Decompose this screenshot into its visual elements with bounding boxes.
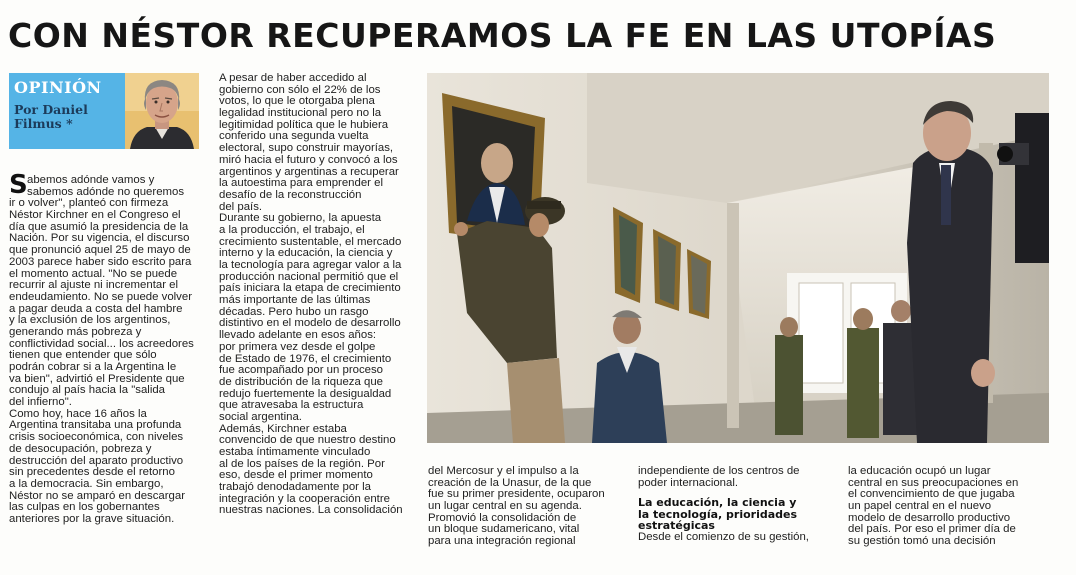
text-line: gobierno con sólo el 22% de los bbox=[219, 83, 381, 96]
author-portrait-icon bbox=[125, 73, 199, 149]
text-line: conflictividad social... los acreedores bbox=[9, 337, 194, 350]
text-line: votos, lo que le otorgaba plena bbox=[219, 95, 375, 108]
text-line: que pronunció aquel 25 de mayo de bbox=[9, 244, 191, 257]
text-line: la autoestima para emprender el bbox=[219, 177, 383, 190]
subhead-line: La educación, la ciencia y bbox=[638, 496, 797, 510]
text-line: Nación. Por su vigencia, el discurso bbox=[9, 232, 190, 245]
text-line: Néstor Kirchner en el Congreso el bbox=[9, 209, 181, 222]
text-line: más importante de las últimas bbox=[219, 294, 371, 307]
text-line: la educación ocupó un lugar bbox=[848, 465, 991, 477]
text-line: las culpas en los gobernantes bbox=[9, 501, 160, 514]
text-line: de Estado de 1976, el crecimiento bbox=[219, 352, 392, 365]
text-line: tienen que entender que sólo bbox=[9, 349, 157, 362]
text-line: la tecnología para agregar valor a la bbox=[219, 259, 402, 271]
text-line: destrucción del aparato productivo bbox=[9, 454, 184, 467]
text-line: distintivo en el modelo de desarrollo bbox=[219, 317, 401, 330]
text-line: 2003 parece haber sido escrito para bbox=[9, 255, 192, 268]
text-line: de desocupación, pobreza y bbox=[9, 442, 152, 455]
text-line: un bloque sudamericano, vital bbox=[428, 523, 580, 536]
text-line: Promovió la consolidación de bbox=[428, 511, 577, 524]
column-2 bbox=[219, 73, 403, 517]
text-line: central en sus preocupaciones en bbox=[848, 476, 1019, 489]
opinion-box bbox=[9, 73, 199, 149]
portrait-hanging-photo-icon bbox=[427, 73, 1049, 443]
text-line: Como hoy, hace 16 años la bbox=[9, 407, 147, 420]
text-line: producción nacional permitió que el bbox=[219, 270, 399, 283]
text-line: décadas. Pero hubo un rasgo bbox=[219, 305, 369, 318]
text-line: un lugar central en su agenda. bbox=[428, 500, 582, 513]
text-line: podrán cobrar si a la Argentina le bbox=[9, 361, 177, 373]
text-line: Argentina transitaba una profunda bbox=[9, 419, 182, 432]
text-line: fue acompañado por un proceso bbox=[219, 364, 384, 377]
text-line: modelo de desarrollo productivo bbox=[848, 511, 1011, 524]
text-line: fue su primer presidente, ocuparon bbox=[428, 488, 605, 501]
text-line: llevado adelante en esos años: bbox=[219, 329, 377, 342]
text-line: va bien", advirtió el Presidente que bbox=[9, 372, 185, 385]
text-line: A pesar de haber accedido al bbox=[219, 72, 367, 84]
text-line: legalidad institucional pero no la bbox=[219, 107, 382, 120]
text-line: del país. Por eso el primer día de bbox=[848, 523, 1016, 536]
text-line: un papel central en el nuevo bbox=[848, 500, 992, 513]
subhead-line: la tecnología, prioridades bbox=[638, 507, 798, 521]
text-line: independiente de los centros de bbox=[638, 465, 800, 477]
text-line: país iniciara la etapa de crecimiento bbox=[219, 282, 401, 295]
text-line: a pagar deuda a costa del hambre bbox=[9, 302, 183, 315]
text-line: nuestras naciones. La consolidación bbox=[219, 504, 403, 517]
text-line: al de los países de la región. Por bbox=[219, 457, 385, 470]
text-line: a la democracia. Sin embargo, bbox=[9, 477, 164, 490]
text-line: día que asumió la presidencia de la bbox=[9, 220, 189, 233]
text-line: del Mercosur y el impulso a la bbox=[428, 465, 579, 477]
text-line: conferido una segunda vuelta bbox=[219, 130, 369, 143]
text-line: anteriores por la grave situación. bbox=[9, 512, 175, 525]
text-line: legitimidad política que le hubiera bbox=[219, 118, 389, 131]
text-line: Néstor no se amparó en descargar bbox=[9, 489, 186, 502]
text-line: recurrir al ajuste ni incrementar el bbox=[9, 279, 179, 292]
text-line: convencido de que nuestro destino bbox=[219, 434, 396, 447]
byline: Por Daniel Filmus * bbox=[14, 102, 88, 131]
text-line: su gestión tomó una decisión bbox=[848, 535, 996, 548]
text-line: endeudamiento. No se puede volver bbox=[9, 290, 193, 303]
text-line: interno y la educación, la ciencia y bbox=[219, 247, 393, 260]
text-line: integración y la cooperación entre bbox=[219, 492, 390, 505]
text-line: sabemos adónde no queremos bbox=[27, 185, 185, 198]
text-line: sin precedentes desde el retorno bbox=[9, 466, 175, 479]
text-line: argentinos y argentinas a recuperar bbox=[219, 165, 399, 178]
text-line: para una integración regional bbox=[428, 535, 576, 548]
column-1 bbox=[9, 170, 194, 526]
text-line: trabajó denodadamente por la bbox=[219, 481, 371, 494]
column-3 bbox=[428, 466, 605, 548]
text-line: por primera vez desde el golpe bbox=[219, 340, 376, 353]
text-line: a la producción, el trabajo, el bbox=[219, 223, 365, 236]
text-line: y la exclusión de los argentinos, bbox=[9, 314, 171, 327]
text-line: del país. bbox=[219, 200, 263, 213]
column-5 bbox=[848, 466, 1018, 548]
text-line: el momento actual. "No se puede bbox=[9, 267, 178, 280]
text-line: ir o volver", planteó con firmeza bbox=[9, 197, 169, 210]
text-line: redujo fuertemente la desigualdad bbox=[219, 387, 392, 400]
text-line: condujo al país hacia la "salida bbox=[9, 384, 166, 397]
text-line: electoral, supo construir mayorías, bbox=[219, 142, 394, 155]
section-label: OPINIÓN bbox=[14, 78, 102, 97]
text-line: el convencimiento de que jugaba bbox=[848, 488, 1015, 501]
column-4 bbox=[638, 466, 809, 544]
text-line: que atravesaba la estructura bbox=[219, 399, 364, 412]
text-line: generando más pobreza y bbox=[9, 325, 142, 338]
text-line: poder internacional. bbox=[638, 476, 739, 489]
text-line: estaba íntimamente vinculado bbox=[219, 446, 371, 458]
drop-cap: S bbox=[9, 170, 28, 200]
text-line: desafío de la reconstrucción bbox=[219, 188, 362, 201]
text-line: del infierno". bbox=[9, 396, 72, 409]
text-line: creación de la Unasur, de la que bbox=[428, 476, 592, 489]
text-line: Durante su gobierno, la apuesta bbox=[219, 212, 382, 225]
text-line: Además, Kirchner estaba bbox=[219, 422, 347, 435]
text-line: social argentina. bbox=[219, 410, 302, 423]
subhead-line: estratégicas bbox=[638, 519, 715, 533]
text-line: de distribución de la riqueza que bbox=[219, 375, 384, 388]
text-line: eso, desde el primer momento bbox=[219, 469, 373, 482]
headline: CON NÉSTOR RECUPERAMOS LA FE EN LAS UTOPÍAS bbox=[8, 16, 997, 55]
text-line-content: abemos adónde vamos y bbox=[27, 174, 155, 186]
text-line: crisis socioeconómica, con niveles bbox=[9, 431, 184, 444]
text-line: Desde el comienzo de su gestión, bbox=[638, 530, 809, 543]
text-line: miró hacia el futuro y convocó a los bbox=[219, 153, 398, 166]
text-line: crecimiento sustentable, el mercado bbox=[219, 235, 402, 248]
